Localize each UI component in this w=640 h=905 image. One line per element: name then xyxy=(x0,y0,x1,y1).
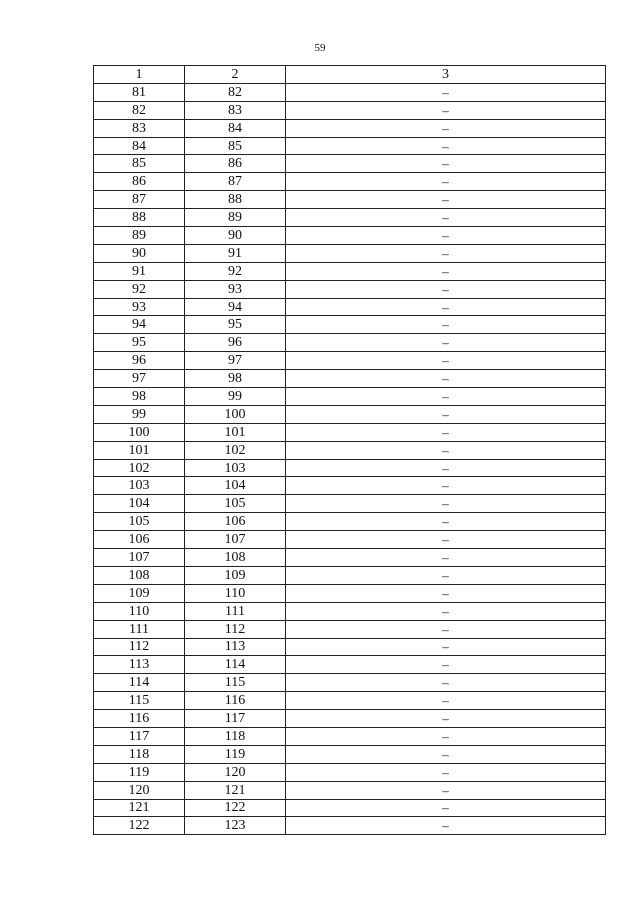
table-row xyxy=(94,817,606,835)
table-row xyxy=(94,674,606,692)
table-cell-col-2: 110 xyxy=(185,584,286,602)
table-cell-col-1: 108 xyxy=(94,566,185,584)
table-cell-col-1: 107 xyxy=(94,549,185,567)
table-cell-col-3: – xyxy=(286,799,606,817)
table-cell-col-1: 110 xyxy=(94,602,185,620)
table-cell-col-1: 97 xyxy=(94,370,185,388)
table-cell-col-2: 97 xyxy=(185,352,286,370)
table-cell-col-1: 93 xyxy=(94,298,185,316)
table-cell-col-2: 96 xyxy=(185,334,286,352)
table-row xyxy=(94,620,606,638)
data-table xyxy=(93,65,606,835)
table-cell-col-3: – xyxy=(286,710,606,728)
table-row xyxy=(94,83,606,101)
table-cell-col-2: 115 xyxy=(185,674,286,692)
table-row xyxy=(94,280,606,298)
table-row xyxy=(94,388,606,406)
table-cell-col-2: 107 xyxy=(185,531,286,549)
table-body xyxy=(94,83,606,834)
table-cell-col-3: – xyxy=(286,477,606,495)
table-cell-col-1: 116 xyxy=(94,710,185,728)
table-row xyxy=(94,745,606,763)
table-row xyxy=(94,710,606,728)
table-cell-col-2: 121 xyxy=(185,781,286,799)
table-row xyxy=(94,727,606,745)
page-number: 59 xyxy=(314,42,326,54)
table-cell-col-2: 114 xyxy=(185,656,286,674)
table-cell-col-2: 84 xyxy=(185,119,286,137)
table-row xyxy=(94,513,606,531)
table-cell-col-1: 83 xyxy=(94,119,185,137)
table-cell-col-2: 99 xyxy=(185,388,286,406)
table-row xyxy=(94,191,606,209)
table-cell-col-1: 120 xyxy=(94,781,185,799)
table-cell-col-1: 88 xyxy=(94,209,185,227)
table-cell-col-2: 82 xyxy=(185,83,286,101)
table-cell-col-1: 82 xyxy=(94,101,185,119)
table-cell-col-2: 90 xyxy=(185,227,286,245)
table-row xyxy=(94,763,606,781)
table-row xyxy=(94,244,606,262)
table-cell-col-1: 86 xyxy=(94,173,185,191)
table-row xyxy=(94,692,606,710)
table-cell-col-1: 104 xyxy=(94,495,185,513)
table-cell-col-1: 85 xyxy=(94,155,185,173)
table-cell-col-1: 112 xyxy=(94,638,185,656)
table-cell-col-1: 89 xyxy=(94,227,185,245)
table-cell-col-2: 100 xyxy=(185,405,286,423)
table-row xyxy=(94,137,606,155)
table-cell-col-3: – xyxy=(286,262,606,280)
table-cell-col-3: – xyxy=(286,423,606,441)
table-row xyxy=(94,799,606,817)
table-cell-col-1: 92 xyxy=(94,280,185,298)
table-cell-col-2: 95 xyxy=(185,316,286,334)
table-cell-col-2: 120 xyxy=(185,763,286,781)
table-cell-col-3: – xyxy=(286,602,606,620)
table-cell-col-1: 96 xyxy=(94,352,185,370)
table-row xyxy=(94,638,606,656)
table-cell-col-1: 111 xyxy=(94,620,185,638)
table-cell-col-3: – xyxy=(286,334,606,352)
table-cell-col-2: 86 xyxy=(185,155,286,173)
table-cell-col-3: – xyxy=(286,584,606,602)
table-cell-col-3: – xyxy=(286,566,606,584)
table-cell-col-3: – xyxy=(286,513,606,531)
table-cell-col-2: 101 xyxy=(185,423,286,441)
table-cell-col-2: 98 xyxy=(185,370,286,388)
table-cell-col-2: 103 xyxy=(185,459,286,477)
table-cell-col-2: 83 xyxy=(185,101,286,119)
table-cell-col-1: 114 xyxy=(94,674,185,692)
table-row xyxy=(94,316,606,334)
table-row xyxy=(94,155,606,173)
table-cell-col-1: 117 xyxy=(94,727,185,745)
table-cell-col-3: – xyxy=(286,745,606,763)
table-row xyxy=(94,119,606,137)
table-row xyxy=(94,209,606,227)
table-cell-col-3: – xyxy=(286,495,606,513)
table-cell-col-1: 98 xyxy=(94,388,185,406)
table-cell-col-2: 109 xyxy=(185,566,286,584)
table-cell-col-2: 104 xyxy=(185,477,286,495)
table-cell-col-1: 118 xyxy=(94,745,185,763)
table-cell-col-1: 103 xyxy=(94,477,185,495)
table-cell-col-1: 84 xyxy=(94,137,185,155)
table-cell-col-2: 102 xyxy=(185,441,286,459)
table-cell-col-2: 91 xyxy=(185,244,286,262)
table-cell-col-2: 118 xyxy=(185,727,286,745)
table-row xyxy=(94,566,606,584)
table-cell-col-2: 88 xyxy=(185,191,286,209)
table-cell-col-3: – xyxy=(286,638,606,656)
table-row xyxy=(94,531,606,549)
table-cell-col-3: – xyxy=(286,388,606,406)
table-cell-col-2: 105 xyxy=(185,495,286,513)
table-row xyxy=(94,352,606,370)
table-row xyxy=(94,370,606,388)
table-cell-col-1: 119 xyxy=(94,763,185,781)
table-row xyxy=(94,423,606,441)
table-cell-col-3: – xyxy=(286,101,606,119)
table-cell-col-1: 81 xyxy=(94,83,185,101)
column-header-3: 3 xyxy=(286,66,606,84)
table-cell-col-3: – xyxy=(286,817,606,835)
table-cell-col-3: – xyxy=(286,119,606,137)
table-row xyxy=(94,101,606,119)
table-cell-col-3: – xyxy=(286,173,606,191)
table-cell-col-2: 93 xyxy=(185,280,286,298)
table-cell-col-1: 109 xyxy=(94,584,185,602)
table-cell-col-3: – xyxy=(286,83,606,101)
table-cell-col-3: – xyxy=(286,405,606,423)
table-cell-col-1: 90 xyxy=(94,244,185,262)
table-cell-col-3: – xyxy=(286,244,606,262)
table-cell-col-3: – xyxy=(286,727,606,745)
table-row xyxy=(94,227,606,245)
table-cell-col-1: 113 xyxy=(94,656,185,674)
table-cell-col-3: – xyxy=(286,531,606,549)
table-cell-col-3: – xyxy=(286,280,606,298)
table-cell-col-3: – xyxy=(286,620,606,638)
column-header-1: 1 xyxy=(94,66,185,84)
table-row xyxy=(94,656,606,674)
table-cell-col-3: – xyxy=(286,298,606,316)
table-cell-col-3: – xyxy=(286,209,606,227)
table-cell-col-3: – xyxy=(286,656,606,674)
table-cell-col-3: – xyxy=(286,352,606,370)
table-cell-col-1: 99 xyxy=(94,405,185,423)
table-row xyxy=(94,441,606,459)
table-cell-col-3: – xyxy=(286,549,606,567)
table-row xyxy=(94,405,606,423)
table-cell-col-3: – xyxy=(286,316,606,334)
table-cell-col-1: 100 xyxy=(94,423,185,441)
table-cell-col-3: – xyxy=(286,227,606,245)
table-row xyxy=(94,334,606,352)
table-cell-col-3: – xyxy=(286,441,606,459)
table-cell-col-3: – xyxy=(286,692,606,710)
table-cell-col-1: 105 xyxy=(94,513,185,531)
table-cell-col-3: – xyxy=(286,137,606,155)
table-cell-col-1: 121 xyxy=(94,799,185,817)
table-cell-col-2: 116 xyxy=(185,692,286,710)
table-row xyxy=(94,781,606,799)
table-cell-col-2: 89 xyxy=(185,209,286,227)
table-cell-col-1: 106 xyxy=(94,531,185,549)
table-cell-col-2: 92 xyxy=(185,262,286,280)
table-cell-col-2: 85 xyxy=(185,137,286,155)
table-cell-col-2: 123 xyxy=(185,817,286,835)
table-cell-col-3: – xyxy=(286,459,606,477)
table-cell-col-1: 101 xyxy=(94,441,185,459)
column-header-2: 2 xyxy=(185,66,286,84)
table-row xyxy=(94,459,606,477)
table-cell-col-2: 94 xyxy=(185,298,286,316)
table-row xyxy=(94,495,606,513)
table-cell-col-3: – xyxy=(286,191,606,209)
table-cell-col-2: 119 xyxy=(185,745,286,763)
table-row xyxy=(94,298,606,316)
table-row xyxy=(94,173,606,191)
table-cell-col-1: 94 xyxy=(94,316,185,334)
table-cell-col-1: 91 xyxy=(94,262,185,280)
table-cell-col-2: 112 xyxy=(185,620,286,638)
table-cell-col-2: 111 xyxy=(185,602,286,620)
table-cell-col-2: 113 xyxy=(185,638,286,656)
table-cell-col-2: 117 xyxy=(185,710,286,728)
table-cell-col-3: – xyxy=(286,781,606,799)
table-cell-col-1: 87 xyxy=(94,191,185,209)
table-cell-col-3: – xyxy=(286,763,606,781)
table-row xyxy=(94,602,606,620)
table-cell-col-1: 102 xyxy=(94,459,185,477)
table-cell-col-2: 108 xyxy=(185,549,286,567)
table-row xyxy=(94,549,606,567)
table-cell-col-1: 95 xyxy=(94,334,185,352)
table-row xyxy=(94,262,606,280)
header-row xyxy=(94,66,606,84)
table-cell-col-2: 122 xyxy=(185,799,286,817)
table-row xyxy=(94,477,606,495)
table-cell-col-1: 122 xyxy=(94,817,185,835)
table-cell-col-3: – xyxy=(286,370,606,388)
table-cell-col-3: – xyxy=(286,155,606,173)
table-row xyxy=(94,584,606,602)
table-cell-col-3: – xyxy=(286,674,606,692)
table-header xyxy=(94,66,606,84)
table-cell-col-1: 115 xyxy=(94,692,185,710)
table-cell-col-2: 106 xyxy=(185,513,286,531)
table-cell-col-2: 87 xyxy=(185,173,286,191)
